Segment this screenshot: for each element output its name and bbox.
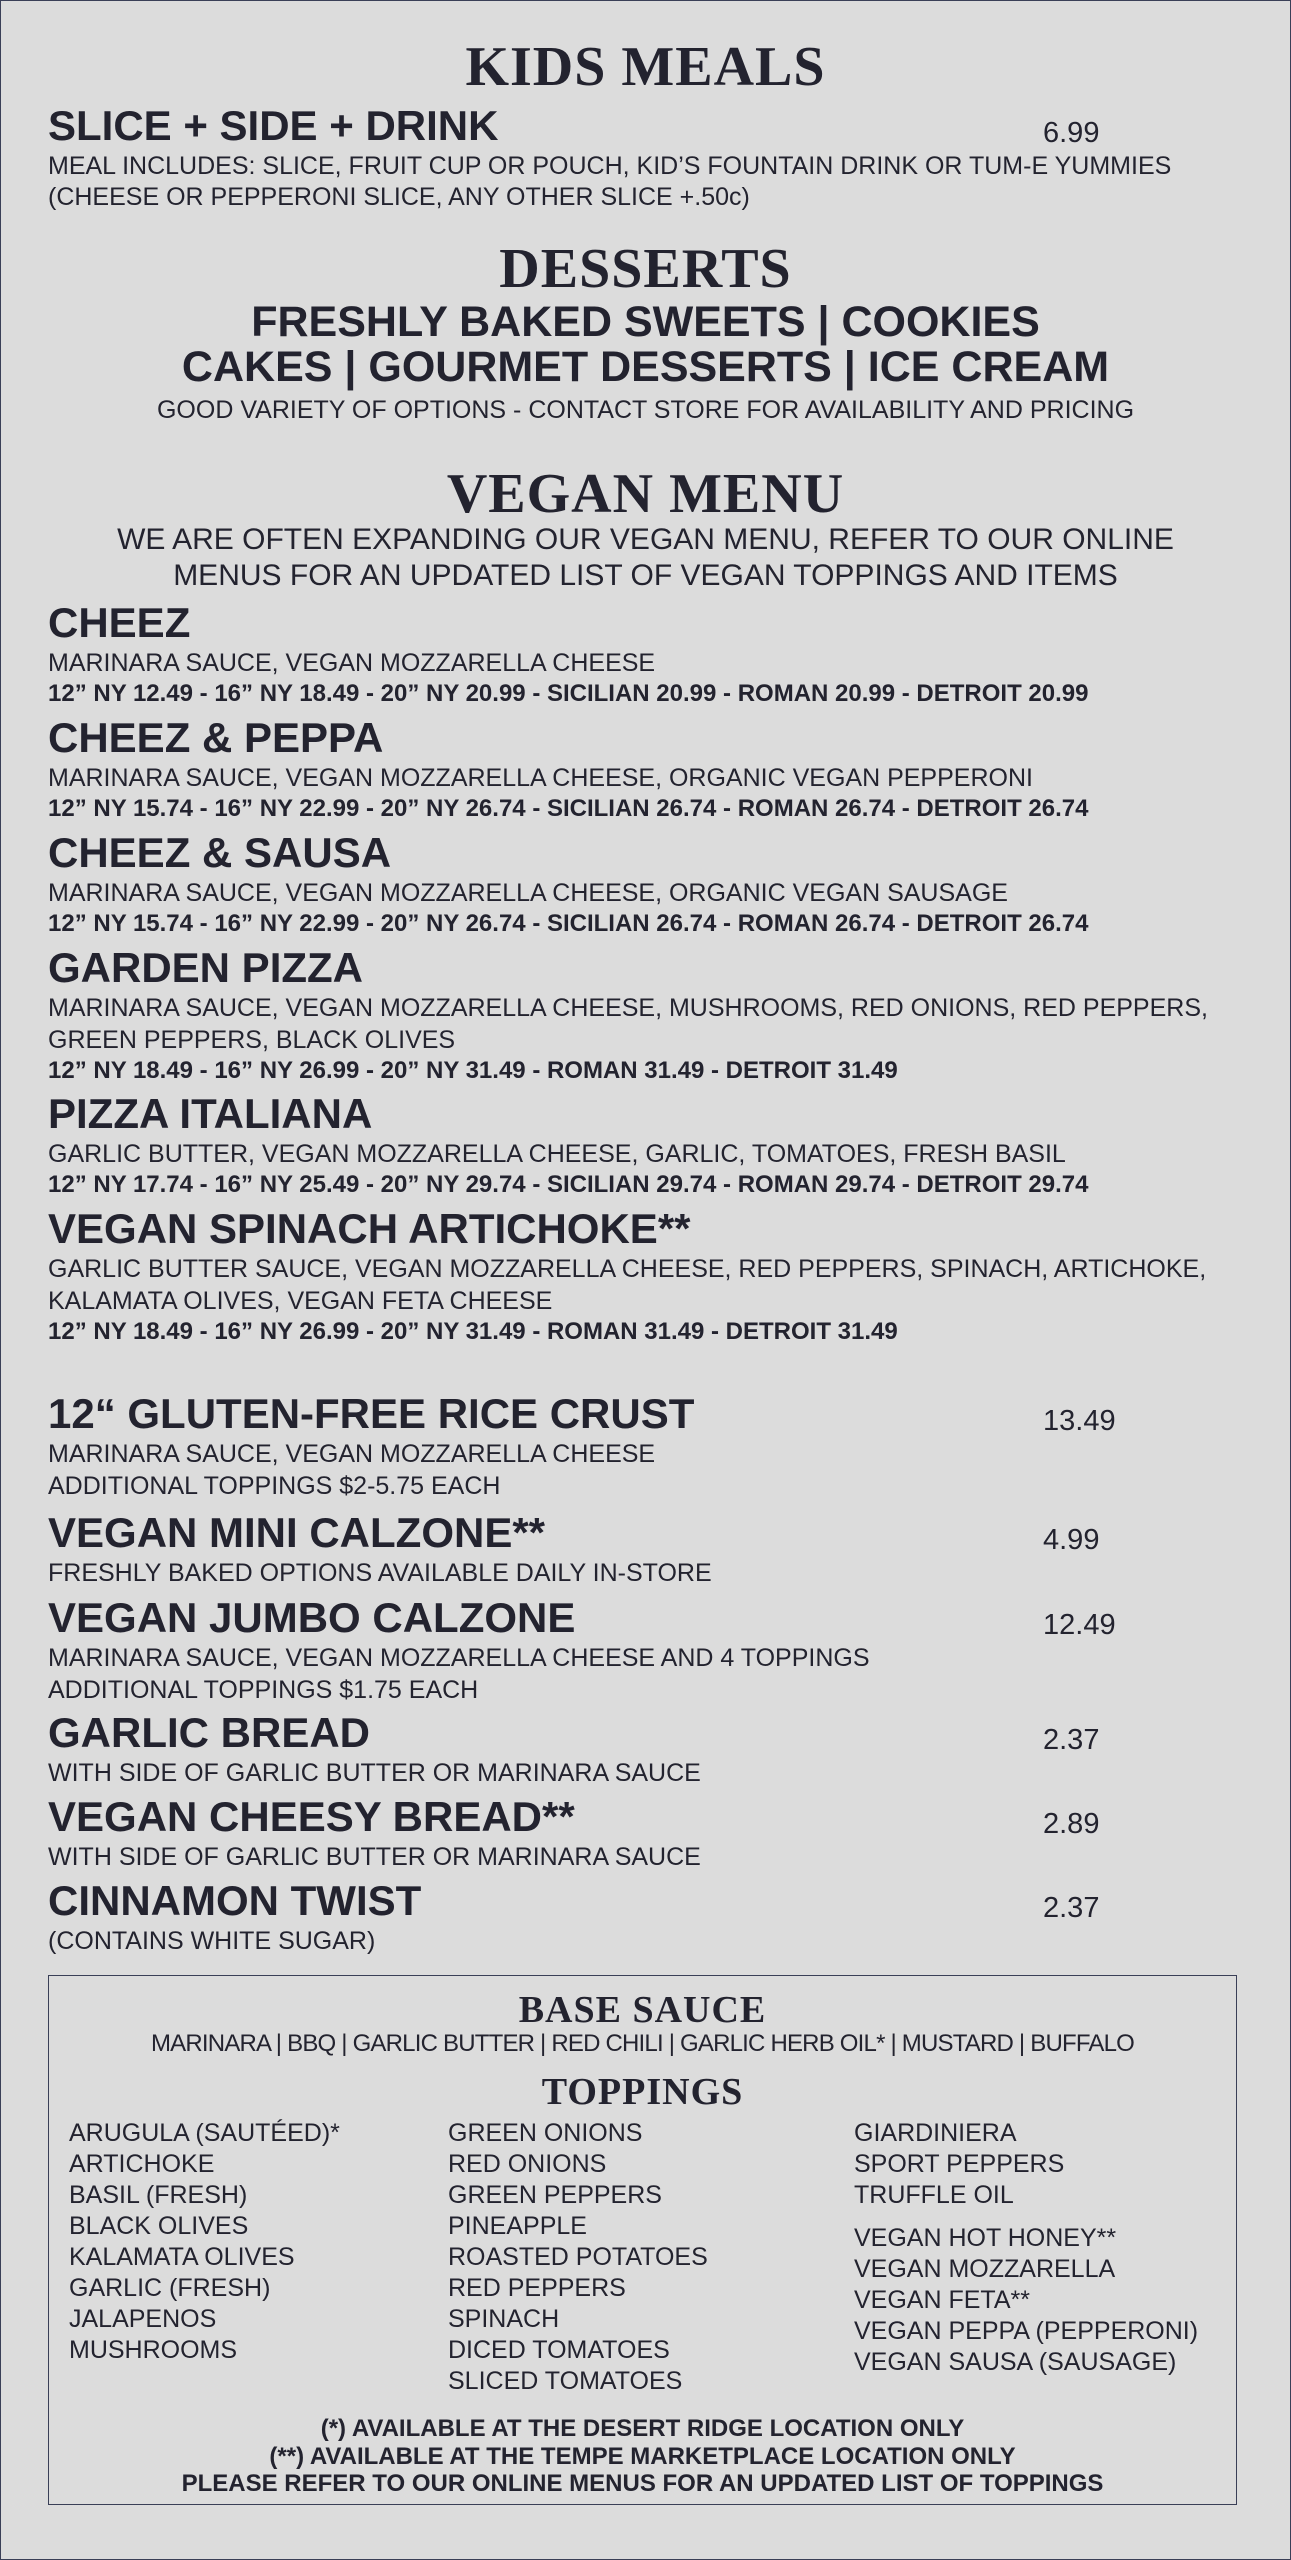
item-name: 12“ GLUTEN-FREE RICE CRUST (48, 1390, 695, 1437)
toppings-heading: TOPPINGS (541, 2071, 744, 2113)
pizza-desc: MARINARA SAUCE, VEGAN MOZZARELLA CHEESE, MUSHROOMS, RED ONIONS, RED PEPPERS, (48, 994, 1208, 1022)
item-desc: (CONTAINS WHITE SUGAR) (48, 1927, 376, 1955)
topping-item: MUSHROOMS (69, 2336, 238, 2364)
topping-item: ARTICHOKE (69, 2150, 215, 2178)
topping-item: GARLIC (FRESH) (69, 2274, 271, 2302)
topping-item: SPINACH (448, 2305, 560, 2333)
list-item (48, 1090, 1243, 1205)
item-desc-2: ADDITIONAL TOPPINGS $2-5.75 EACH (48, 1472, 501, 1500)
topping-item: BASIL (FRESH) (69, 2181, 248, 2209)
pizza-name: GARDEN PIZZA (48, 944, 363, 991)
topping-item: JALAPENOS (69, 2305, 217, 2333)
kids-item-price: 6.99 (1043, 117, 1100, 149)
footnote-tempe: (**) AVAILABLE AT THE TEMPE MARKETPLACE LOCATION ONLY (269, 2443, 1016, 2470)
list-item (48, 1205, 1243, 1351)
item-desc: MARINARA SAUCE, VEGAN MOZZARELLA CHEESE (48, 1440, 656, 1468)
kids-heading: KIDS MEALS (465, 36, 826, 98)
vegan-item-list (48, 1390, 1243, 1961)
sauces-toppings-box (48, 1975, 1237, 2505)
list-item (48, 829, 1243, 944)
item-name: GARLIC BREAD (48, 1709, 370, 1756)
desserts-line-1: FRESHLY BAKED SWEETS | COOKIES (251, 298, 1040, 346)
topping-item: DICED TOMATOES (448, 2336, 670, 2364)
item-desc: FRESHLY BAKED OPTIONS AVAILABLE DAILY IN-STORE (48, 1559, 712, 1587)
kids-desc-2: (CHEESE OR PEPPERONI SLICE, ANY OTHER SLICE +.50c) (48, 183, 750, 211)
kids-desc-1: MEAL INCLUDES: SLICE, FRUIT CUP OR POUCH, KID’S FOUNTAIN DRINK OR TUM-E YUMMIES (48, 152, 1172, 180)
list-item (48, 1793, 1243, 1877)
item-desc: WITH SIDE OF GARLIC BUTTER OR MARINARA SAUCE (48, 1759, 701, 1787)
topping-item: VEGAN HOT HONEY** (854, 2224, 1117, 2252)
topping-item: SLICED TOMATOES (448, 2367, 683, 2395)
pizza-name: CHEEZ & SAUSA (48, 829, 392, 876)
footnote-online-menus: PLEASE REFER TO OUR ONLINE MENUS FOR AN UPDATED LIST OF TOPPINGS (181, 2470, 1104, 2497)
topping-item: BLACK OLIVES (69, 2212, 249, 2240)
topping-item: RED PEPPERS (448, 2274, 626, 2302)
topping-item: VEGAN SAUSA (SAUSAGE) (854, 2348, 1177, 2376)
item-price: 13.49 (1043, 1405, 1116, 1437)
list-item (48, 714, 1243, 829)
item-desc: MARINARA SAUCE, VEGAN MOZZARELLA CHEESE AND 4 TOPPINGS (48, 1644, 870, 1672)
item-price: 4.99 (1043, 1524, 1100, 1556)
topping-item: GREEN PEPPERS (448, 2181, 662, 2209)
topping-item: VEGAN MOZZARELLA (854, 2255, 1116, 2283)
item-name: CINNAMON TWIST (48, 1877, 422, 1924)
topping-item: TRUFFLE OIL (854, 2181, 1014, 2209)
vegan-intro-2: MENUS FOR AN UPDATED LIST OF VEGAN TOPPINGS AND ITEMS (173, 559, 1118, 592)
vegan-intro-1: WE ARE OFTEN EXPANDING OUR VEGAN MENU, REFER TO OUR ONLINE (117, 523, 1174, 556)
pizza-prices: 12” NY 15.74 - 16” NY 22.99 - 20” NY 26.74 - SICILIAN 26.74 - ROMAN 26.74 - DETROIT 26.74 (48, 910, 1089, 937)
item-price: 2.89 (1043, 1808, 1100, 1840)
pizza-desc: MARINARA SAUCE, VEGAN MOZZARELLA CHEESE (48, 649, 656, 677)
topping-item: GREEN ONIONS (448, 2119, 643, 2147)
item-price: 12.49 (1043, 1609, 1116, 1641)
item-price: 2.37 (1043, 1724, 1100, 1756)
pizza-desc: GARLIC BUTTER, VEGAN MOZZARELLA CHEESE, GARLIC, TOMATOES, FRESH BASIL (48, 1140, 1066, 1168)
item-price: 2.37 (1043, 1892, 1100, 1924)
list-item (48, 944, 1243, 1090)
topping-item: ROASTED POTATOES (448, 2243, 708, 2271)
list-item (48, 1509, 1243, 1594)
item-desc: WITH SIDE OF GARLIC BUTTER OR MARINARA SAUCE (48, 1843, 701, 1871)
topping-item: SPORT PEPPERS (854, 2150, 1065, 2178)
list-item (48, 1709, 1243, 1793)
base-sauce-list: MARINARA | BBQ | GARLIC BUTTER | RED CHILI | GARLIC HERB OIL* | MUSTARD | BUFFALO (150, 2030, 1134, 2057)
desserts-note: GOOD VARIETY OF OPTIONS - CONTACT STORE FOR AVAILABILITY AND PRICING (156, 396, 1135, 424)
topping-item: RED ONIONS (448, 2150, 607, 2178)
pizza-name: CHEEZ & PEPPA (48, 714, 384, 761)
pizza-name: VEGAN SPINACH ARTICHOKE** (48, 1205, 691, 1252)
list-item (48, 599, 1243, 714)
pizza-desc: GARLIC BUTTER SAUCE, VEGAN MOZZARELLA CHEESE, RED PEPPERS, SPINACH, ARTICHOKE, (48, 1255, 1207, 1283)
item-name: VEGAN CHEESY BREAD** (48, 1793, 575, 1840)
base-sauce-heading: BASE SAUCE (518, 1989, 767, 2031)
pizza-name: PIZZA ITALIANA (48, 1090, 373, 1137)
kids-item (48, 102, 1243, 150)
vegan-pizza-list (48, 599, 1243, 1351)
toppings-columns (69, 2118, 1216, 2397)
toppings-column-2 (448, 2118, 854, 2397)
list-item (48, 1877, 1243, 1961)
topping-item: GIARDINIERA (854, 2119, 1017, 2147)
pizza-desc: MARINARA SAUCE, VEGAN MOZZARELLA CHEESE, ORGANIC VEGAN SAUSAGE (48, 879, 1008, 907)
topping-item: VEGAN PEPPA (PEPPERONI) (854, 2317, 1199, 2345)
kids-item-name: SLICE + SIDE + DRINK (48, 102, 499, 149)
item-desc-2: ADDITIONAL TOPPINGS $1.75 EACH (48, 1676, 479, 1704)
desserts-heading: DESSERTS (499, 238, 792, 300)
toppings-column-1 (69, 2118, 448, 2397)
pizza-prices: 12” NY 17.74 - 16” NY 25.49 - 20” NY 29.74 - SICILIAN 29.74 - ROMAN 29.74 - DETROIT 29.74 (48, 1171, 1089, 1198)
pizza-prices: 12” NY 18.49 - 16” NY 26.99 - 20” NY 31.49 - ROMAN 31.49 - DETROIT 31.49 (48, 1057, 898, 1084)
item-name: VEGAN JUMBO CALZONE (48, 1594, 576, 1641)
pizza-desc-2: KALAMATA OLIVES, VEGAN FETA CHEESE (48, 1287, 553, 1315)
pizza-prices: 12” NY 15.74 - 16” NY 22.99 - 20” NY 26.74 - SICILIAN 26.74 - ROMAN 26.74 - DETROIT 26.74 (48, 795, 1089, 822)
topping-item: KALAMATA OLIVES (69, 2243, 295, 2271)
topping-item: VEGAN FETA** (854, 2286, 1030, 2314)
toppings-column-3 (854, 2118, 1198, 2397)
pizza-desc: MARINARA SAUCE, VEGAN MOZZARELLA CHEESE, ORGANIC VEGAN PEPPERONI (48, 764, 1033, 792)
desserts-line-2: CAKES | GOURMET DESSERTS | ICE CREAM (181, 343, 1110, 391)
pizza-prices: 12” NY 12.49 - 16” NY 18.49 - 20” NY 20.99 - SICILIAN 20.99 - ROMAN 20.99 - DETROIT 20.99 (48, 680, 1089, 707)
list-item (48, 1594, 1243, 1709)
footnote-desert-ridge: (*) AVAILABLE AT THE DESERT RIDGE LOCATION ONLY (320, 2415, 965, 2442)
topping-item: ARUGULA (SAUTÉED)* (69, 2119, 340, 2147)
pizza-prices: 12” NY 18.49 - 16” NY 26.99 - 20” NY 31.49 - ROMAN 31.49 - DETROIT 31.49 (48, 1318, 898, 1345)
item-name: VEGAN MINI CALZONE** (48, 1509, 546, 1556)
pizza-name: CHEEZ (48, 599, 191, 646)
list-item (48, 1390, 1243, 1509)
vegan-heading: VEGAN MENU (446, 463, 845, 525)
pizza-desc-2: GREEN PEPPERS, BLACK OLIVES (48, 1026, 456, 1054)
topping-item: PINEAPPLE (448, 2212, 587, 2240)
